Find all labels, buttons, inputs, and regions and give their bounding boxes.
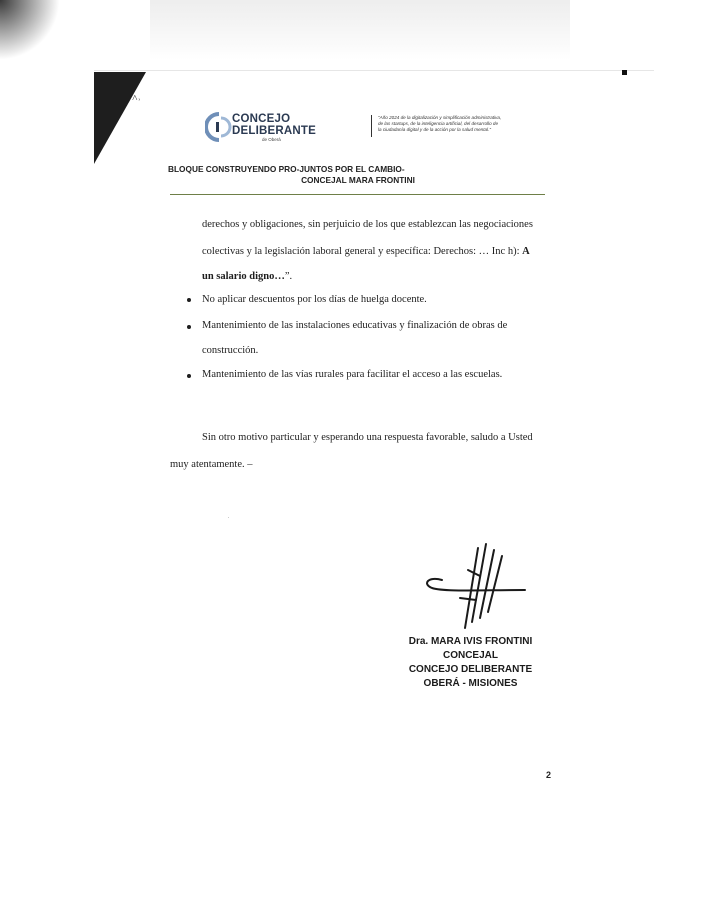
page-edge	[94, 70, 654, 71]
header-divider	[371, 115, 372, 137]
body-line-3	[202, 271, 292, 283]
header-quote	[378, 115, 528, 134]
signature-icon	[420, 540, 530, 630]
body-line-2-text: colectivas y la legislación laboral general y específica: Derechos: … Inc h):	[202, 246, 523, 257]
body-line-3-text: ”.	[284, 271, 293, 282]
logo-line1: CONCEJO	[232, 113, 291, 125]
closing-line-1: Sin otro motivo particular y esperando una respuesta favorable, saludo a Usted	[202, 432, 533, 443]
scan-mark	[622, 70, 627, 75]
body-line-2-bold: A	[522, 246, 530, 257]
bullet-icon	[187, 374, 191, 378]
bloque-line2: CONCEJAL MARA FRONTINI	[301, 175, 415, 185]
body-line-2	[202, 246, 530, 258]
bloque-heading	[168, 164, 548, 186]
page-number: 2	[546, 770, 552, 780]
body-line-1: derechos y obligaciones, sin perjuicio de los que establezcan las negociaciones	[202, 219, 533, 230]
logo-text	[232, 113, 316, 137]
closing-line-2: muy atentamente. –	[170, 459, 253, 470]
signer-name: Dra. MARA IVIS FRONTINI	[408, 636, 533, 647]
photo-glare	[150, 0, 570, 60]
bloque-line1: BLOQUE CONSTRUYENDO PRO-JUNTOS POR EL CAMBIO-	[168, 164, 405, 174]
page-fold-corner	[94, 72, 146, 164]
logo-sub: de Oberá	[262, 137, 281, 142]
bullet-item-2: Mantenimiento de las instalaciones educativas y finalización de obras de	[202, 320, 508, 331]
bullet-item-1: No aplicar descuentos por los días de huelga docente.	[202, 294, 427, 305]
signer-org: CONCEJO DELIBERANTE	[408, 664, 533, 675]
photo-shadow	[0, 0, 60, 60]
logo-line2: DELIBERANTE	[232, 125, 316, 137]
fold-mark: ˄˒	[132, 93, 141, 104]
scan-speck	[228, 517, 229, 518]
quote-line1: "Año 2024 de la digitalización y simplificación administrativa,	[378, 115, 502, 120]
bullet-item-2-cont: construcción.	[202, 345, 259, 356]
signature-block	[388, 635, 553, 691]
bullet-icon	[187, 298, 191, 302]
quote-line3: la ciudadanía digital y de la acción por la salud mental."	[378, 127, 491, 133]
quote-line2: de las startups, de la inteligencia artificial, del desarrollo de	[378, 121, 499, 127]
signer-place: OBERÁ - MISIONES	[423, 678, 518, 689]
body-line-3-bold: un salario digno…	[202, 271, 285, 282]
header-rule	[170, 194, 545, 195]
bullet-icon	[187, 325, 191, 329]
signer-role: CONCEJAL	[442, 650, 498, 661]
bullet-item-3: Mantenimiento de las vías rurales para facilitar el acceso a las escuelas.	[202, 369, 503, 380]
